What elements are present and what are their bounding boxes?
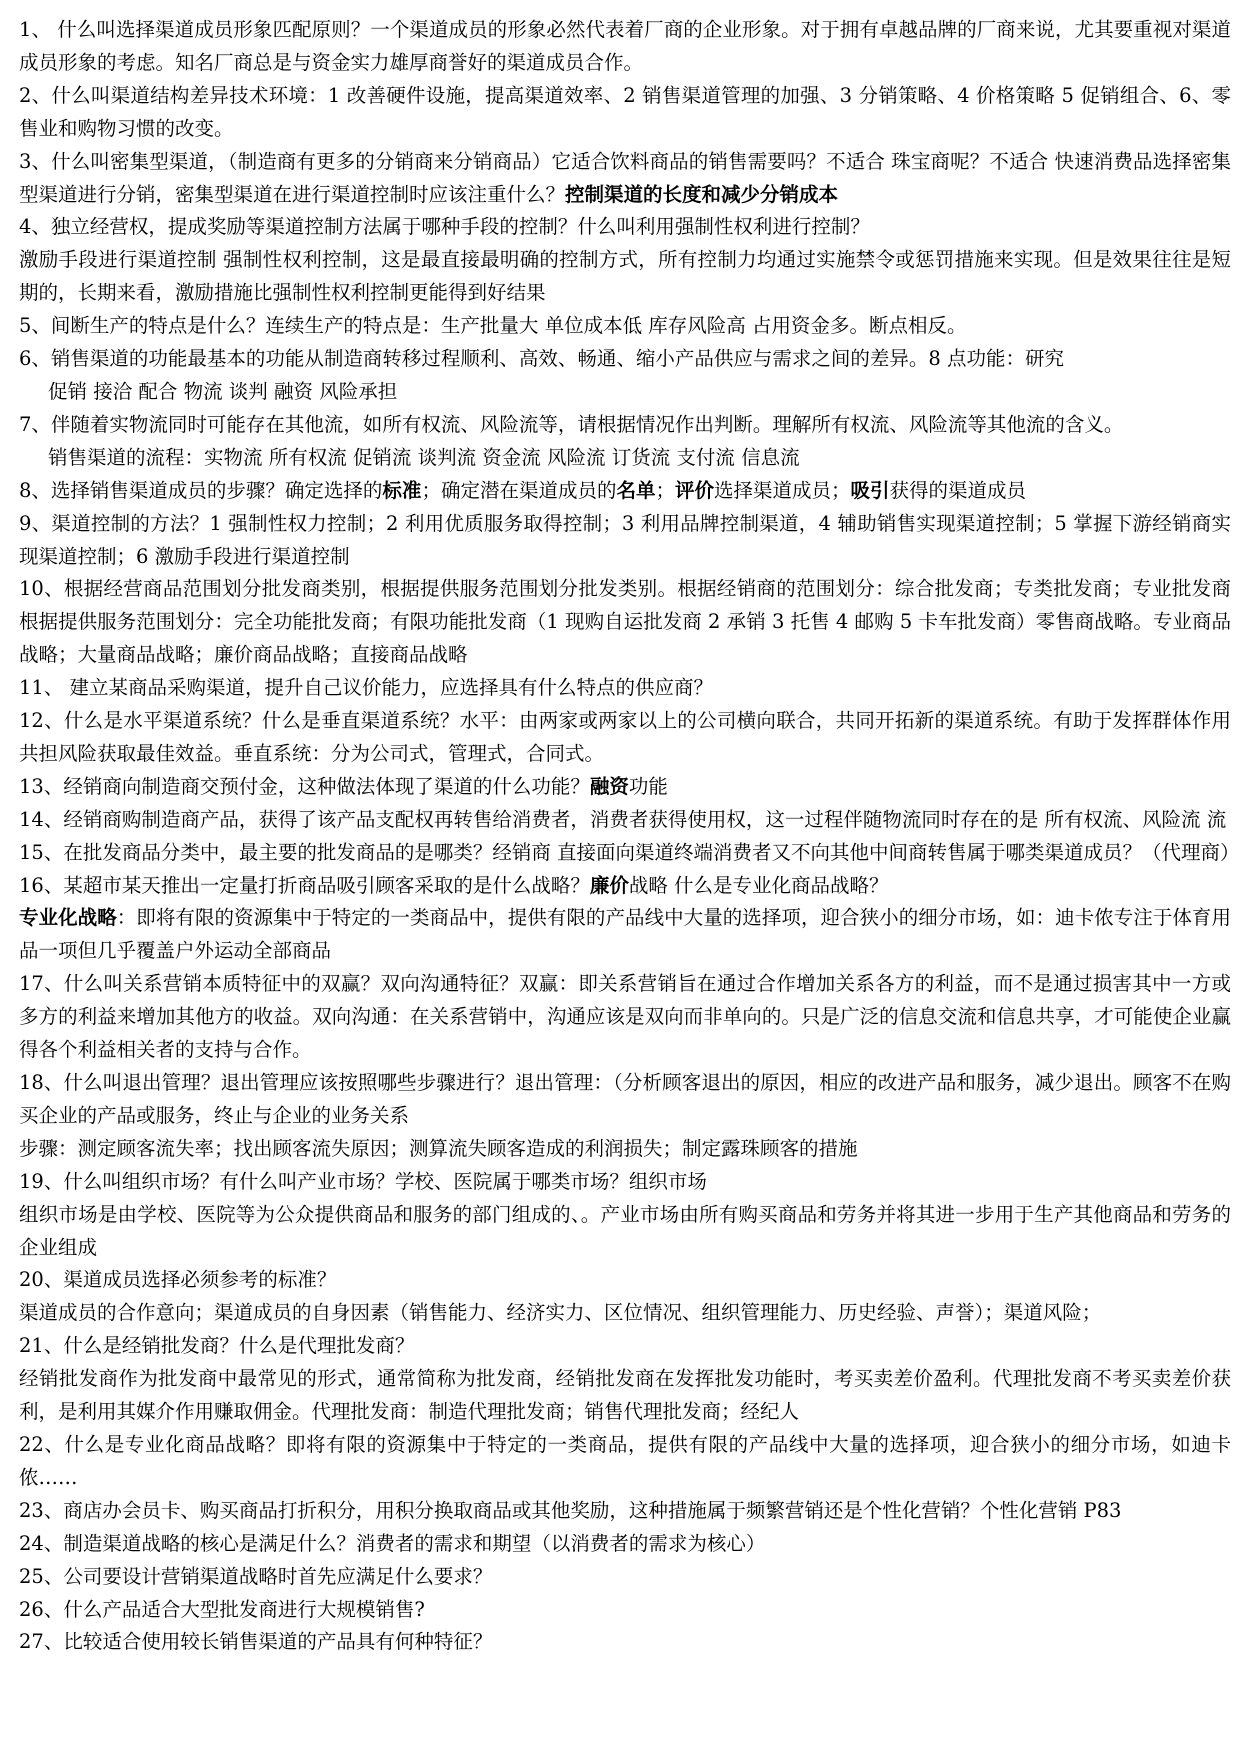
text-run: 12、什么是水平渠道系统？什么是垂直渠道系统？水平：由两家或两家以上的公司横向联合，共同开拓新的渠道系统。有助于发挥群体作用共担风险获取最佳效益。垂直系统：分为公司式，管理式，合同式。 bbox=[19, 709, 1231, 765]
paragraph bbox=[19, 1528, 1231, 1561]
text-run: 19、什么叫组织市场？有什么叫产业市场？学校、医院属于哪类市场？组织市场 bbox=[19, 1169, 707, 1193]
paragraph bbox=[19, 376, 1231, 409]
text-run: 2、什么叫渠道结构差异技术环境：1 改善硬件设施，提高渠道效率、2 销售渠道管理的加强、3 分销策略、4 价格策略 5 促销组合、6、零售业和购物习惯的改变。 bbox=[19, 83, 1231, 140]
text-run: 14、经销商购制造商产品，获得了该产品支配权再转售给消费者，消费者获得使用权，这一过程伴随物流同时存在的是 所有权流、风险流 流 bbox=[19, 807, 1227, 831]
text-run: 20、渠道成员选择必须参考的标准？ bbox=[19, 1268, 337, 1292]
text-run: ；确定潜在渠道成员的 bbox=[421, 478, 617, 502]
paragraph bbox=[19, 705, 1231, 771]
paragraph bbox=[19, 409, 1231, 442]
paragraph bbox=[19, 1495, 1231, 1528]
text-run: 8、选择销售渠道成员的步骤？确定选择的 bbox=[19, 478, 383, 502]
paragraph bbox=[19, 442, 1231, 475]
paragraph bbox=[19, 837, 1240, 870]
paragraph bbox=[19, 1264, 1231, 1297]
text-run: 13、经销商向制造商交预付金，这种做法体现了渠道的什么功能？ bbox=[19, 774, 590, 798]
paragraph bbox=[19, 573, 1231, 672]
paragraph bbox=[19, 1626, 1231, 1659]
paragraph bbox=[19, 1067, 1231, 1133]
text-run: 11、 建立某商品采购渠道，提升自己议价能力，应选择具有什么特点的供应商？ bbox=[19, 676, 714, 700]
bold-text: 标准 bbox=[382, 478, 422, 502]
text-run: 组织市场是由学校、医院等为公众提供商品和服务的部门组成的、。产业市场由所有购买商品和劳务并将其进一步用于生产其他商品和劳务的企业组成 bbox=[19, 1202, 1231, 1259]
paragraph bbox=[19, 310, 1231, 343]
text-run: 促销 接洽 配合 物流 谈判 融资 风险承担 bbox=[48, 379, 398, 403]
document-body bbox=[19, 14, 1240, 1659]
text-run: 22、什么是专业化商品战略？即将有限的资源集中于特定的一类商品，提供有限的产品线中大量的选择项，迎合狭小的细分市场，如迪卡侬…… bbox=[19, 1432, 1231, 1489]
text-run: 1、 什么叫选择渠道成员形象匹配原则？一个渠道成员的形象必然代表着厂商的企业形象。对于拥有卓越品牌的厂商来说，尤其要重视对渠道成员形象的考虑。知名厂商总是与资金实力雄厚商誉好的渠道成员合作。 bbox=[19, 18, 1231, 74]
paragraph bbox=[19, 1133, 1231, 1166]
text-run: 5、间断生产的特点是什么？连续生产的特点是：生产批量大 单位成本低 库存风险高 占用资金多。断点相反。 bbox=[19, 314, 967, 338]
paragraph bbox=[19, 508, 1231, 574]
text-run: 渠道成员的合作意向；渠道成员的自身因素（销售能力、经济实力、区位情况、组织管理能力、历史经验、声誉）；渠道风险； bbox=[19, 1301, 1102, 1325]
text-run: 26、什么产品适合大型批发商进行大规模销售? bbox=[19, 1597, 425, 1621]
paragraph bbox=[19, 1297, 1231, 1330]
text-run: 销售渠道的流程：实物流 所有权流 促销流 谈判流 资金流 风险流 订货流 支付流 信息流 bbox=[48, 445, 800, 469]
paragraph bbox=[19, 1330, 1231, 1363]
text-run: 16、某超市某天推出一定量打折商品吸引顾客采取的是什么战略？ bbox=[19, 873, 590, 897]
text-run: 18、什么叫退出管理？退出管理应该按照哪些步骤进行？退出管理：（分析顾客退出的原因，相应的改进产品和服务，减少退出。顾客不在购买企业的产品或服务，终止与企业的业务关系 bbox=[19, 1071, 1231, 1127]
text-run: 选择渠道成员； bbox=[714, 478, 851, 502]
text-run: 24、制造渠道战略的核心是满足什么？消费者的需求和期望（以消费者的需求为核心） bbox=[19, 1531, 766, 1555]
bold-text: 名单 bbox=[616, 478, 656, 502]
text-run: 功能 bbox=[628, 774, 668, 798]
text-run: 15、在批发商品分类中，最主要的批发商品的是哪类？经销商 直接面向渠道终端消费者又不向其他中间商转售属于哪类渠道成员？（代理商） bbox=[19, 840, 1240, 864]
paragraph bbox=[19, 1429, 1231, 1495]
bold-text: 吸引 bbox=[850, 478, 890, 502]
text-run: 6、销售渠道的功能最基本的功能从制造商转移过程顺利、高效、畅通、缩小产品供应与需求之间的差异。8 点功能：研究 bbox=[19, 347, 1065, 371]
text-run: 激励手段进行渠道控制 强制性权利控制，这是最直接最明确的控制方式，所有控制力均通过实施禁令或惩罚措施来实现。但是效果往往是短期的，长期来看，激励措施比强制性权利控制更能得到好结果 bbox=[19, 248, 1231, 305]
text-run: 27、比较适合使用较长销售渠道的产品具有何种特征？ bbox=[19, 1630, 493, 1654]
paragraph bbox=[19, 1594, 1231, 1627]
bold-text: 专业化战略 bbox=[19, 906, 117, 930]
text-run: 17、什么叫关系营销本质特征中的双赢？双向沟通特征？双赢：即关系营销旨在通过合作增加关系各方的利益，而不是通过损害其中一方或多方的利益来增加其他方的收益。双向沟通：在关系营销中，沟通应该是双向而非单向的。只是广泛的信息交流和信息共享，才可能使企业赢得各个利益相关者的支持与合作。 bbox=[19, 972, 1231, 1062]
text-run: 23、商店办会员卡、购买商品打折积分，用积分换取商品或其他奖励，这种措施属于频繁营销还是个性化营销？个性化营销 P83 bbox=[19, 1498, 1122, 1522]
paragraph bbox=[19, 1199, 1231, 1265]
paragraph bbox=[19, 146, 1231, 212]
bold-text: 控制渠道的长度和减少分销成本 bbox=[565, 182, 839, 206]
paragraph bbox=[19, 870, 1231, 903]
text-run: 战略 什么是专业化商品战略？ bbox=[628, 873, 889, 897]
text-run: ； bbox=[655, 478, 675, 502]
paragraph bbox=[19, 80, 1231, 146]
bold-text: 融资 bbox=[589, 774, 629, 798]
text-run: 经销批发商作为批发商中最常见的形式，通常简称为批发商，经销批发商在发挥批发功能时，考买卖差价盈利。代理批发商不考买卖差价获利，是利用其媒介作用赚取佣金。代理批发商：制造代理批发商；销售代理批发商；经纪人 bbox=[19, 1367, 1231, 1424]
text-run: 21、什么是经销批发商？什么是代理批发商？ bbox=[19, 1334, 415, 1358]
bold-text: 评价 bbox=[674, 478, 714, 502]
text-run: 7、伴随着实物流同时可能存在其他流，如所有权流、风险流等，请根据情况作出判断。理解所有权流、风险流等其他流的含义。 bbox=[19, 412, 1124, 436]
text-run: 25、公司要设计营销渠道战略时首先应满足什么要求？ bbox=[19, 1564, 493, 1588]
paragraph bbox=[19, 902, 1231, 968]
text-run: ：即将有限的资源集中于特定的一类商品中，提供有限的产品线中大量的选择项，迎合狭小的细分市场，如：迪卡侬专注于体育用品一项但几乎覆盖户外运动全部商品 bbox=[19, 906, 1231, 963]
paragraph bbox=[19, 14, 1231, 80]
paragraph bbox=[19, 1561, 1231, 1594]
text-run: 4、独立经营权，提成奖励等渠道控制方法属于哪种手段的控制？什么叫利用强制性权利进行控制？ bbox=[19, 215, 870, 239]
paragraph bbox=[19, 343, 1231, 376]
text-run: 步骤：测定顾客流失率；找出顾客流失原因；测算流失顾客造成的利润损失；制定露珠顾客的措施 bbox=[19, 1136, 858, 1160]
paragraph bbox=[19, 672, 1231, 705]
paragraph bbox=[19, 1363, 1231, 1429]
paragraph bbox=[19, 1166, 1231, 1199]
paragraph bbox=[19, 968, 1231, 1067]
text-run: 获得的渠道成员 bbox=[889, 478, 1027, 502]
paragraph bbox=[19, 771, 1231, 804]
paragraph bbox=[19, 804, 1231, 837]
text-run: 10、根据经营商品范围划分批发商类别，根据提供服务范围划分批发类别。根据经销商的范围划分：综合批发商；专类批发商；专业批发商根据提供服务范围划分：完全功能批发商；有限功能批发商（1 现购自运批发商 2 承销 3 托售 4 邮购 5 卡车批发商）零售商战略。专业商品战略；大量商品战略；廉价商品战略；直接商品战略 bbox=[19, 577, 1231, 667]
bold-text: 廉价 bbox=[589, 873, 629, 897]
paragraph bbox=[19, 244, 1231, 310]
text-run: 9、渠道控制的方法？1 强制性权力控制；2 利用优质服务取得控制；3 利用品牌控制渠道，4 辅助销售实现渠道控制；5 掌握下游经销商实现渠道控制；6 激励手段进行渠道控制 bbox=[19, 511, 1231, 568]
text-run: 3、什么叫密集型渠道，（制造商有更多的分销商来分销商品）它适合饮料商品的销售需要吗？不适合 珠宝商呢？不适合 快速消费品选择密集型渠道进行分销，密集型渠道在进行渠道控制时应该注重什么？ bbox=[19, 149, 1231, 206]
paragraph bbox=[19, 475, 1231, 508]
paragraph bbox=[19, 211, 1231, 244]
